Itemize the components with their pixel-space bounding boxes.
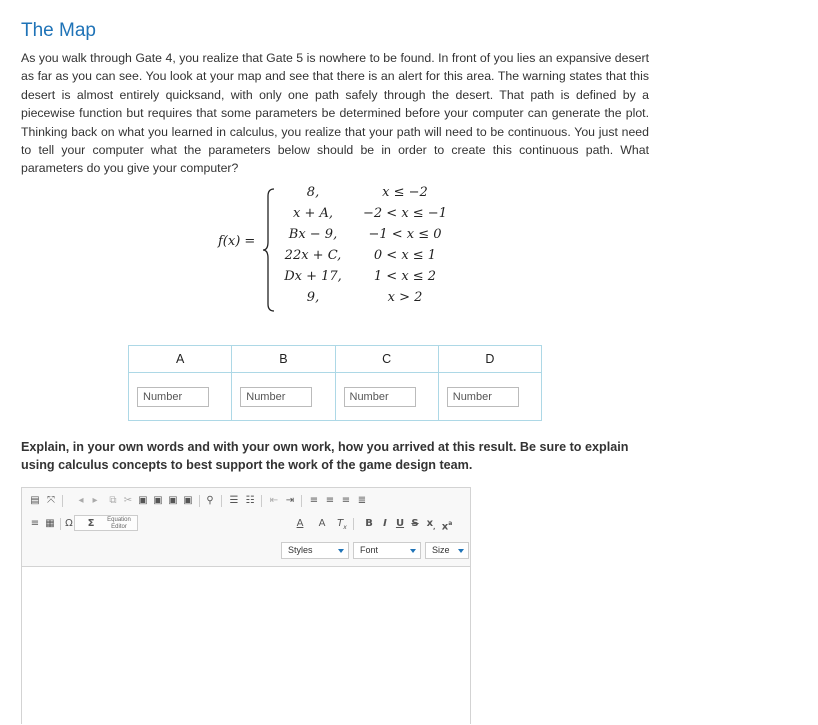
cell-b <box>232 373 335 421</box>
source-icon[interactable]: ▤ <box>30 495 40 506</box>
cell-c <box>335 373 438 421</box>
italic-icon[interactable]: I <box>383 518 387 529</box>
subscript-icon[interactable]: $x_,$ <box>426 518 436 531</box>
input-b[interactable] <box>240 387 312 407</box>
case-expr: 8, <box>306 185 320 200</box>
case-cond: 1 < x ≤ 2 <box>373 269 437 284</box>
header-c: C <box>335 346 438 373</box>
case-cond: x > 2 <box>387 290 423 305</box>
special-char-icon[interactable]: Ω <box>65 518 73 529</box>
background-color-icon[interactable]: A <box>318 518 326 529</box>
align-right-icon[interactable]: ≡ <box>341 495 351 506</box>
input-a[interactable] <box>137 387 209 407</box>
spellcheck-icon[interactable]: ▣ <box>183 495 193 506</box>
function-label: f(x) = <box>218 234 256 249</box>
case-expr: Bx − 9, <box>288 227 338 242</box>
toolbar-separator <box>60 518 61 530</box>
strikethrough-icon[interactable]: S <box>411 518 419 529</box>
case-cond: 0 < x ≤ 1 <box>373 248 437 263</box>
page-title: The Map <box>21 20 96 41</box>
equation-editor-label: Equation Editor <box>107 517 131 530</box>
piecewise-function <box>0 182 818 312</box>
sigma-icon: Σ <box>87 518 95 529</box>
underline-icon[interactable]: U <box>395 518 405 529</box>
cell-a <box>129 373 232 421</box>
case-cond: −1 < x ≤ 0 <box>368 227 442 242</box>
styles-dropdown[interactable] <box>281 542 349 559</box>
outdent-icon[interactable]: ⇤ <box>269 495 279 506</box>
text-color-icon[interactable]: A <box>296 518 304 529</box>
case-expr: 22x + C, <box>284 248 342 263</box>
align-center-icon[interactable]: ≡ <box>325 495 335 506</box>
input-c[interactable] <box>344 387 416 407</box>
horizontal-line-icon[interactable]: ≡ <box>30 518 40 529</box>
size-dropdown[interactable] <box>425 542 469 559</box>
superscript-icon[interactable]: $x^a$ <box>441 520 453 533</box>
find-icon[interactable]: ⚲ <box>206 495 214 506</box>
header-b: B <box>232 346 335 373</box>
maximize-icon[interactable]: ⤧ <box>47 495 55 506</box>
justify-icon[interactable]: ≣ <box>357 495 367 506</box>
bold-icon[interactable]: B <box>365 518 373 529</box>
size-label: Size <box>432 545 450 555</box>
align-left-icon[interactable]: ≡ <box>309 495 319 506</box>
toolbar-separator <box>353 518 354 530</box>
numbered-list-icon[interactable]: ☰ <box>229 495 239 506</box>
font-dropdown[interactable] <box>353 542 421 559</box>
header-a: A <box>129 346 232 373</box>
case-cond: −2 < x ≤ −1 <box>363 206 447 221</box>
problem-description: As you walk through Gate 4, you realize that Gate 5 is nowhere to be found. In front of you lies an expansive desert as far as you can see. You look at your map and see that there is an alert for this area. The warning states that this desert is almost entirely quicksand, with only one path safely through the desert. That path is defined by a piecewise function but requires that some parameters be determined before your computer can generate the plot. Thinking back on what you learned in calculus, you realize that your path will need to be continuous. You just need to tell your computer what the parameters below should be in order to create this continuous path. What parameters do you give your computer? <box>21 51 649 176</box>
case-expr: Dx + 17, <box>284 269 342 284</box>
chevron-down-icon <box>338 549 344 553</box>
copy-icon[interactable]: ⧉ <box>109 495 117 506</box>
question-prompt: Explain, in your own words and with your own work, how you arrived at this result. Be sure to explain using calculus concepts to best support the work of the game design team. <box>21 440 629 472</box>
chevron-down-icon <box>458 549 464 553</box>
remove-format-icon[interactable]: $T_x$ <box>337 518 347 531</box>
redo-icon[interactable]: ▸ <box>92 495 98 506</box>
toolbar-separator <box>301 495 302 507</box>
case-cond: x ≤ −2 <box>382 185 428 200</box>
toolbar-separator <box>62 495 63 507</box>
table-icon[interactable]: ▦ <box>45 518 55 529</box>
toolbar-separator <box>221 495 222 507</box>
cut-icon[interactable]: ✂ <box>123 495 133 506</box>
paste-icon[interactable]: ▣ <box>138 495 148 506</box>
case-expr: 9, <box>306 290 320 305</box>
toolbar-separator <box>199 495 200 507</box>
paste-word-icon[interactable]: ▣ <box>168 495 178 506</box>
editor-toolbar <box>22 488 470 567</box>
toolbar-separator <box>261 495 262 507</box>
parameters-table <box>128 345 542 421</box>
input-d[interactable] <box>447 387 519 407</box>
bulleted-list-icon[interactable]: ☷ <box>245 495 255 506</box>
styles-label: Styles <box>288 545 313 555</box>
indent-icon[interactable]: ⇥ <box>285 495 295 506</box>
editor-content-area[interactable] <box>22 567 470 725</box>
font-label: Font <box>360 545 379 555</box>
undo-icon[interactable]: ◂ <box>78 495 84 506</box>
case-expr: x + A, <box>292 206 333 221</box>
rich-text-editor <box>21 487 471 724</box>
header-d: D <box>438 346 541 373</box>
paste-text-icon[interactable]: ▣ <box>153 495 163 506</box>
chevron-down-icon <box>410 549 416 553</box>
cell-d <box>438 373 541 421</box>
